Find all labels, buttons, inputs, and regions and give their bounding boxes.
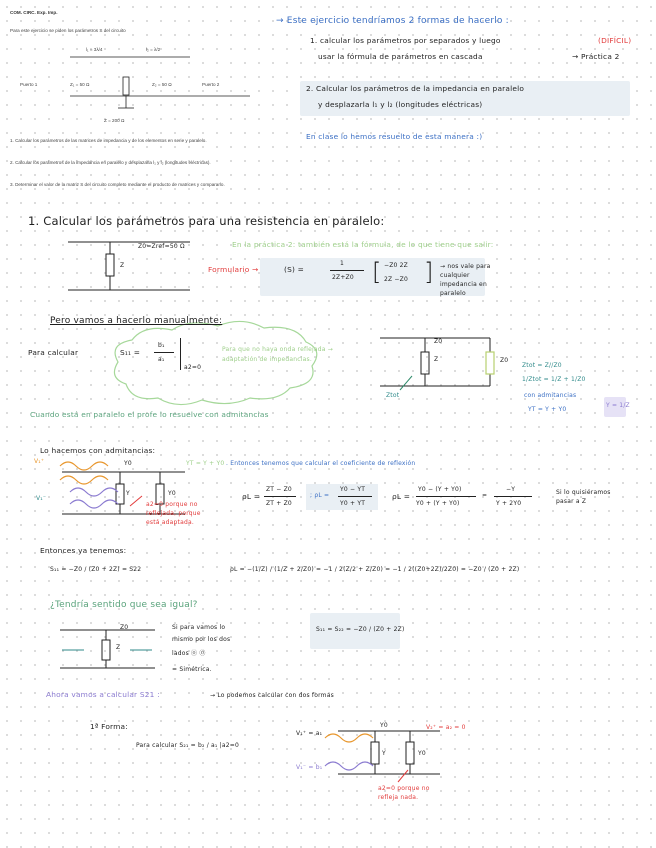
option1-b: usar la fórmula de parámetros en cascada <box>318 52 483 61</box>
s21-equation: Para calcular S₂₁ = b₂ / a₁ |a2=0 <box>136 742 239 749</box>
ztot-eq: Ztot = Z//Z0 <box>522 362 562 369</box>
practica-note: En la práctica 2: también está la fórmula, de lo que tiene que salir: <box>232 240 494 249</box>
class-note: En clase lo hemos resuelto de esta manera :) <box>306 132 483 141</box>
page-subtitle: Para este ejercicio se piden los parámetros S del circuito <box>10 28 126 33</box>
z0-right: Z0 <box>434 338 443 345</box>
y-label: Y <box>126 490 130 497</box>
rho-num-4: −Y <box>506 486 516 493</box>
y-eq: Y = 1/Z <box>606 402 630 409</box>
a1-label: a₁ <box>158 356 165 363</box>
con-admitancias: con admitancias <box>524 392 577 399</box>
matrix-bracket-left: [ <box>372 258 382 286</box>
v1-plus-label: V₁⁺ <box>34 458 45 465</box>
sentido-question: ¿Tendría sentido que sea igual? <box>50 600 198 610</box>
coef-note: . Entonces tenemos que calcular el coeficiente de reflexión <box>226 460 416 467</box>
eval-bar <box>180 338 181 370</box>
y0-s21: Y0 <box>418 750 426 757</box>
intro-line: → Este ejercicio tendríamos 2 formas de hacerlo : <box>276 16 509 26</box>
rho-side-note: Si lo quisiéramos pasar a Z <box>556 489 611 505</box>
question-3: 3. Determinar el valor de la matriz S del circuito completo mediante el producto de matrices y compararlo. <box>10 182 225 187</box>
port1-label: Puerto 1 <box>20 82 38 87</box>
b1-label: b₁ <box>158 342 165 349</box>
frac1-den: 2Z+Z0 <box>332 274 354 281</box>
rho-derivation: ρL = −(1/Z) / (1/Z + 2/Z0) = −1 / 2(Z/2 + Z/Z0) = −1 / 2((Z0+2Z)/2Z0) = −Z0 / (Z0 + 2Z) <box>230 566 520 573</box>
matrix-row2: 2Z −Z0 <box>384 276 408 283</box>
y0-label: Y0 <box>168 490 176 497</box>
question-1: 1. Calcular los parámetros de las matrices de impedancia y de los elementos en serie y paralelo. <box>10 138 207 143</box>
rho-left: ρL = <box>242 492 261 501</box>
v2-plus-s21: V₂⁺ = a₂ = 0 <box>426 724 466 731</box>
ztot-arrow-label: Ztot <box>386 392 400 399</box>
sym-note-d: = Simétrica. <box>172 666 212 673</box>
frac1-bar <box>330 270 364 271</box>
cloud-note: Para que no haya onda reflejada → adaptación de impedancias. <box>222 346 334 363</box>
z0-note: Z0=Zref=50 Ω <box>138 243 185 250</box>
option2-b: y desplazarla l₁ y l₂ (longitudes eléctricas) <box>318 100 483 109</box>
option1-tag: (DIFÍCIL) <box>598 36 632 45</box>
rho-den-1: ZT + Z0 <box>266 500 292 507</box>
symmetric-circuit <box>60 630 155 668</box>
s21-title: Ahora vamos a calcular S21 : <box>46 690 160 699</box>
z3-label: Z = 200 Ω <box>104 118 125 123</box>
yt-eq: YT = Y + Y0 <box>528 406 567 413</box>
v1-plus-s21: V₁⁺ = a₁ <box>296 730 323 737</box>
para-calcular: Para calcular <box>28 348 79 357</box>
sym-note-c: lados ⓪ ⓪ <box>172 650 206 657</box>
z0-load: Z0 <box>500 357 509 364</box>
parallel-note: Cuando está en paralelo el profe lo resuelve con admitancias <box>30 410 269 419</box>
entonces-heading: Entonces ya tenemos: <box>40 546 127 555</box>
a2-bottom-note: a2=0 porque no refleja nada. <box>378 785 430 801</box>
forma-heading: 1ª Forma: <box>90 722 128 731</box>
rho-den-4: Y + 2Y0 <box>496 500 522 507</box>
cond-a2: a2=0 <box>184 364 202 371</box>
sym-note-a: Si para vamos lo <box>172 624 226 631</box>
page-title: COM. CIRC. Exp. Imp. <box>10 10 58 15</box>
rho-num-1: ZT − Z0 <box>266 486 292 493</box>
formulario-label: Formulario → <box>208 265 259 274</box>
resistor-z-right: Z <box>434 356 439 363</box>
y-s21: Y <box>382 750 386 757</box>
rho-left-2: ρL = <box>392 492 411 501</box>
s-matrix-lhs: (S) = <box>284 265 304 274</box>
matrix-bracket-right: ] <box>424 258 434 286</box>
s11-result: S₁₁ = −Z0 / (Z0 + 2Z) = S22 <box>50 566 142 573</box>
rho-den-3: Y0 + (Y + Y0) <box>416 500 460 507</box>
frac1-num: 1 <box>340 260 345 267</box>
z0-sym: Z0 <box>120 624 129 631</box>
length-l1: l₁ = 3λ/4 <box>86 47 103 52</box>
question-2: 2. Calcular los parámetros de la impedancia en paralelo y desplazarla l₁ y l₂ (longitudes eléctricas). <box>10 160 211 165</box>
port2-label: Puerto 2 <box>202 82 220 87</box>
s21-note: → Lo podemos calcular con dos formas <box>210 692 334 699</box>
resistor-z-sym: Z <box>116 644 121 651</box>
rho-den-2: Y0 + YT <box>340 500 366 507</box>
v1-minus-s21: V₁⁻ = b₁ <box>296 764 323 771</box>
z2-label: Z₂ = 50 Ω <box>152 82 172 87</box>
s11-s22-box: S₁₁ = S₂₂ = −Z0 / (Z0 + 2Z) <box>316 626 405 633</box>
manual-note: Pero vamos a hacerlo manualmente: <box>50 316 223 326</box>
option1-a: 1. calcular los parámetros por separados y luego <box>310 36 501 45</box>
formula-note: → nos vale para cualquier impedancia en paralelo <box>440 263 491 297</box>
z1-label: Z₁ = 50 Ω <box>70 82 90 87</box>
v1-minus-label: V₁⁻ <box>36 495 47 502</box>
option1-ref: → Práctica 2 <box>572 52 620 61</box>
admitancias-heading: Lo hacemos con admitancias: <box>40 446 156 455</box>
resistor-z-label: Z <box>120 262 125 269</box>
section1-title: 1. Calcular los parámetros para una resistencia en paralelo: <box>28 214 385 228</box>
matrix-row1: −Z0 2Z <box>384 262 408 269</box>
y0-top-label: Y0 <box>124 460 132 467</box>
y0-s21-top: Y0 <box>380 722 388 729</box>
rho-num-2: Y0 − YT <box>340 486 366 493</box>
a2-note: a2=0 porque no reflejada, porque está adaptada. <box>146 501 201 526</box>
sym-note-b: mismo por los dos <box>172 636 231 643</box>
ztot-inv: 1/Ztot = 1/Z + 1/Z0 <box>522 376 586 383</box>
s11-label: S₁₁ = <box>120 348 141 357</box>
s11-bar <box>154 352 174 353</box>
option2-a: 2. Calcular los parámetros de la impedancia en paralelo <box>306 84 525 93</box>
rho-semicolon: ; ρL = <box>310 492 330 499</box>
length-l2: l₂ = λ/2 <box>146 47 161 52</box>
rho-num-3: Y0 − (Y + Y0) <box>418 486 462 493</box>
yt-sum: YT = Y + Y0 <box>186 460 225 467</box>
